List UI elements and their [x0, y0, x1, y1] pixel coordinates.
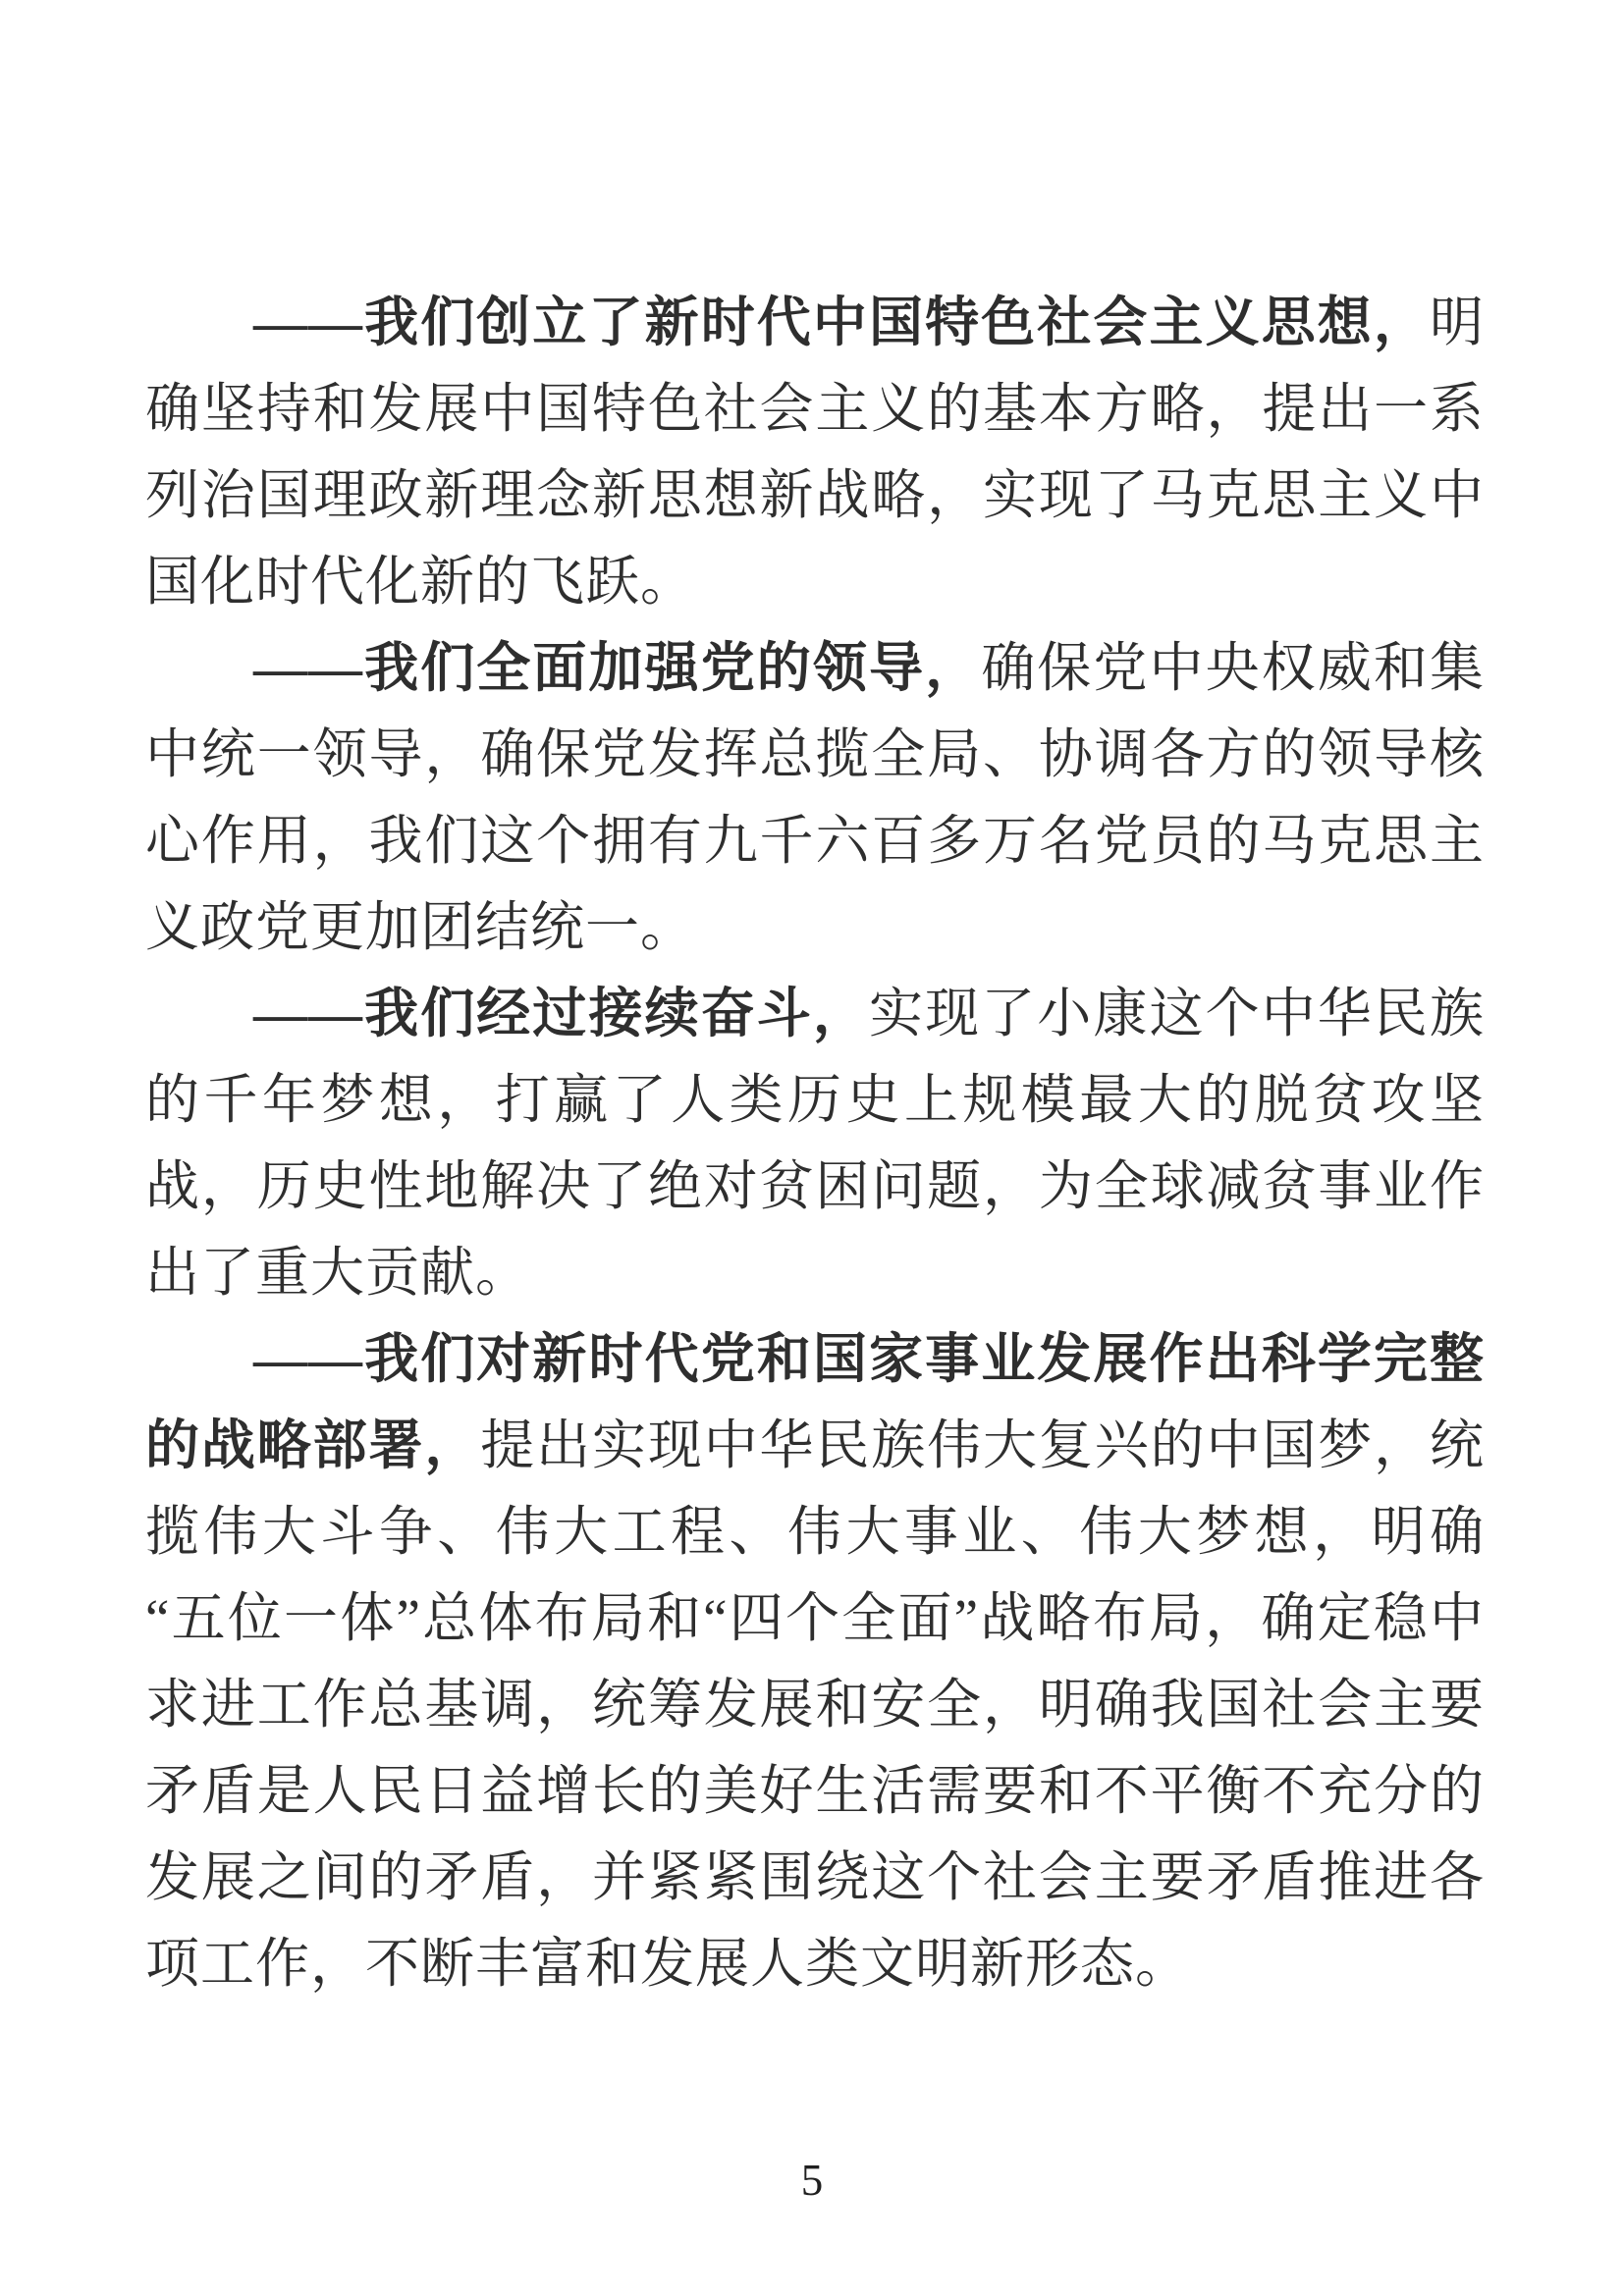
paragraph-1 [145, 280, 1485, 625]
paragraph-4-body: 提出实现中华民族伟大复兴的中国梦，统揽伟大斗争、伟大工程、伟大事业、伟大梦想，明确“五位一体”总体布局和“四个全面”战略布局，确定稳中求进工作总基调，统筹发展和安全，明确我国社会主要矛盾是人民日益增长的美好生活需要和不平衡不充分的发展之间的矛盾，并紧紧围绕这个社会主要矛盾推进各项工作，不断丰富和发展人类文明新形态。 [145, 1415, 1485, 1994]
paragraph-2 [145, 625, 1485, 971]
paragraph-4 [145, 1316, 1485, 2007]
paragraph-3 [145, 971, 1485, 1316]
paragraph-3-body: 实现了小康这个中华民族的千年梦想，打赢了人类历史上规模最大的脱贫攻坚战，历史性地解决了绝对贫困问题，为全球减贫事业作出了重大贡献。 [145, 984, 1485, 1303]
page-number: 5 [800, 2156, 824, 2205]
text-content [145, 280, 1485, 2007]
paragraph-3-lead-bold: ——我们经过接续奋斗， [253, 984, 869, 1043]
page-footer [0, 2155, 1624, 2206]
paragraph-2-lead-bold: ——我们全面加强党的领导， [253, 638, 982, 698]
paragraph-2-body: 确保党中央权威和集中统一领导，确保党发挥总揽全局、协调各方的领导核心作用，我们这个拥有九千六百多万名党员的马克思主义政党更加团结统一。 [145, 638, 1485, 957]
paragraph-4-lead-bold: ——我们对新时代党和国家事业发展作出科学完整的战略部署， [145, 1329, 1485, 1475]
paragraph-1-body: 明确坚持和发展中国特色社会主义的基本方略，提出一系列治国理政新理念新思想新战略，实现了马克思主义中国化时代化新的飞跃。 [145, 293, 1485, 612]
paragraph-1-lead-bold: ——我们创立了新时代中国特色社会主义思想， [253, 293, 1430, 352]
